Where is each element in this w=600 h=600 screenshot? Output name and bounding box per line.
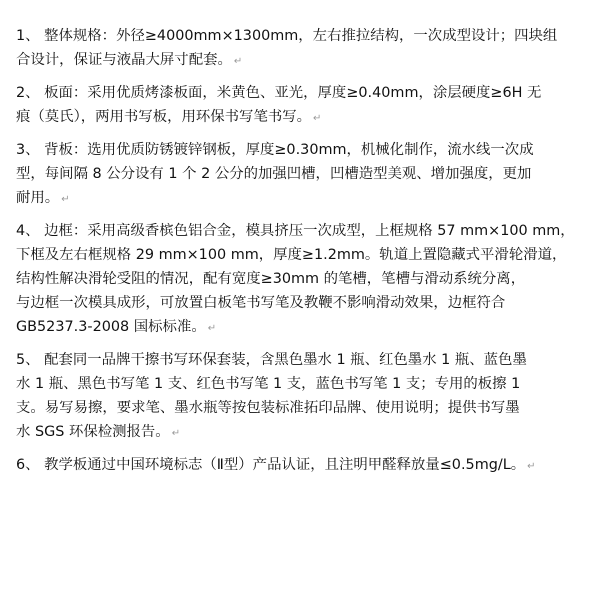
- paragraph-mark-icon: ↵: [527, 461, 536, 472]
- text-line: 3、 背板：选用优质防锈镀锌钢板，厚度≥0.30mm，机械化制作，流水线一次成: [16, 142, 534, 158]
- document-body: [16, 24, 584, 486]
- text-line: 5、 配套同一品牌干擦书写环保套装，含黑色墨水 1 瓶、红色墨水 1 瓶、蓝色墨: [16, 352, 527, 368]
- text-line-content: 6、 教学板通过中国环境标志（Ⅱ型）产品认证，且注明甲醛释放量≤0.5mg/L。: [16, 457, 526, 473]
- spec-item-5: [16, 348, 584, 444]
- spec-item-4: [16, 219, 584, 339]
- text-line-content: 合设计，保证与液晶大屏寸配套。: [16, 52, 232, 68]
- text-line: 1、 整体规格：外径≥4000mm×1300mm，左右推拉结构，一次成型设计；四块组: [16, 28, 558, 44]
- text-line: 型，每间隔 8 公分设有 1 个 2 公分的加强凹槽，凹槽造型美观、增加强度，更加: [16, 166, 532, 182]
- text-line-content: GB5237.3-2008 国标标准。: [16, 319, 206, 335]
- spec-item-1: [16, 24, 584, 72]
- text-line-content: 水 SGS 环保检测报告。: [16, 424, 170, 440]
- spec-item-3: [16, 138, 584, 210]
- text-line: 4、 边框：采用高级香槟色铝合金，模具挤压一次成型，上框规格 57 mm×100 mm，: [16, 223, 575, 239]
- paragraph-mark-icon: ↵: [313, 113, 322, 124]
- text-line: [16, 48, 584, 72]
- paragraph-mark-icon: ↵: [207, 323, 217, 334]
- text-line: 2、 板面：采用优质烤漆板面，米黄色、亚光，厚度≥0.40mm，涂层硬度≥6H 无: [16, 85, 542, 101]
- text-line: [16, 186, 584, 210]
- text-line: 支。易写易擦，要求笔、墨水瓶等按包装标准拓印品牌、使用说明；提供书写墨: [16, 400, 520, 416]
- paragraph-mark-icon: ↵: [61, 194, 70, 205]
- text-line: [16, 105, 584, 129]
- text-line: 与边框一次模具成形，可放置白板笔书写笔及教鞭不影响滑动效果，边框符合: [16, 295, 506, 311]
- text-line: 下框及左右框规格 29 mm×100 mm，厚度≥1.2mm。轨道上置隐藏式平滑轮滑道，: [16, 247, 567, 263]
- spec-item-6: [16, 453, 584, 477]
- text-line-content: 耐用。: [16, 190, 60, 206]
- text-line: 结构性解决滑轮受阻的情况，配有宽度≥30mm 的笔槽，笔槽与滑动系统分离，: [16, 271, 526, 287]
- paragraph-mark-icon: ↵: [233, 56, 243, 67]
- spec-item-2: [16, 81, 584, 129]
- text-line: [16, 453, 584, 477]
- text-line: [16, 420, 584, 444]
- paragraph-mark-icon: ↵: [171, 428, 181, 439]
- text-line-content: 痕（莫氏），两用书写板，用环保书写笔书写。: [16, 109, 312, 125]
- text-line: [16, 315, 584, 339]
- text-line: 水 1 瓶、黑色书写笔 1 支、红色书写笔 1 支，蓝色书写笔 1 支；专用的板擦 1: [16, 376, 521, 392]
